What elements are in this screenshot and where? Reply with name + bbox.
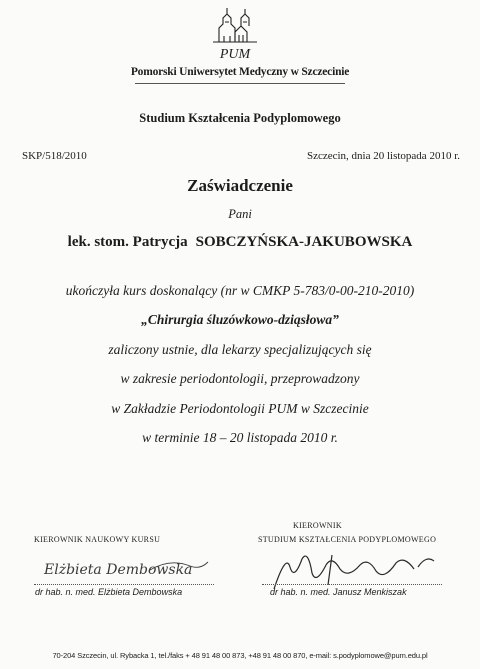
logo-text: PUM <box>219 47 251 62</box>
pum-logo <box>205 6 265 64</box>
document-title: Zaświadczenie <box>187 176 293 195</box>
left-signatory-name: dr hab. n. med. Elżbieta Dembowska <box>35 587 183 597</box>
salutation: Pani <box>228 207 252 221</box>
recipient-prefix: lek. stom. Patrycja <box>67 234 188 250</box>
handwritten-signature-text: Elżbieta Dembowska <box>44 562 193 578</box>
course-detail-line: zaliczony ustnie, dla lekarzy specjalizujących się <box>108 342 372 357</box>
course-location-line: w Zakładzie Periodontologii PUM w Szczecinie <box>111 401 369 416</box>
issue-date: Szczecin, dnia 20 listopada 2010 r. <box>306 150 460 162</box>
recipient-surname: SOBCZYŃSKA-JAKUBOWSKA <box>195 234 413 250</box>
left-signature-line <box>34 584 214 585</box>
reference-number: SKP/518/2010 <box>22 150 87 162</box>
left-handwritten-signature <box>40 552 210 582</box>
recipient-name <box>0 234 480 251</box>
right-signatory-role: KIEROWNIK <box>293 521 342 530</box>
right-signatory-name: dr hab. n. med. Janusz Menkiszak <box>270 587 407 597</box>
university-name: Pomorski Uniwersytet Medyczny w Szczecinie <box>130 66 350 78</box>
left-signatory-role: KIEROWNIK NAUKOWY KURSU <box>34 535 161 544</box>
right-signatory-role-department: STUDIUM KSZTAŁCENIA PODYPLOMOWEGO <box>258 535 437 544</box>
footer-contact: 70-204 Szczecin, ul. Rybacka 1, tel./faks + 48 91 48 00 873, +48 91 48 00 870, e-mail: s.podyplomowe@pum.edu.pl <box>52 651 428 660</box>
right-signature-line <box>262 584 442 585</box>
course-detail-line: w zakresie periodontologii, przeprowadzony <box>120 371 360 386</box>
course-dates-line: w terminie 18 – 20 listopada 2010 r. <box>142 430 338 445</box>
course-line: ukończyła kurs doskonalący (nr w CMKP 5-783/0-00-210-2010) <box>65 283 415 298</box>
header-divider <box>135 83 345 84</box>
department-name: Studium Kształcenia Podyplomowego <box>139 111 341 125</box>
course-title: „Chirurgia śluzówkowo-dziąsłowa” <box>141 312 339 327</box>
